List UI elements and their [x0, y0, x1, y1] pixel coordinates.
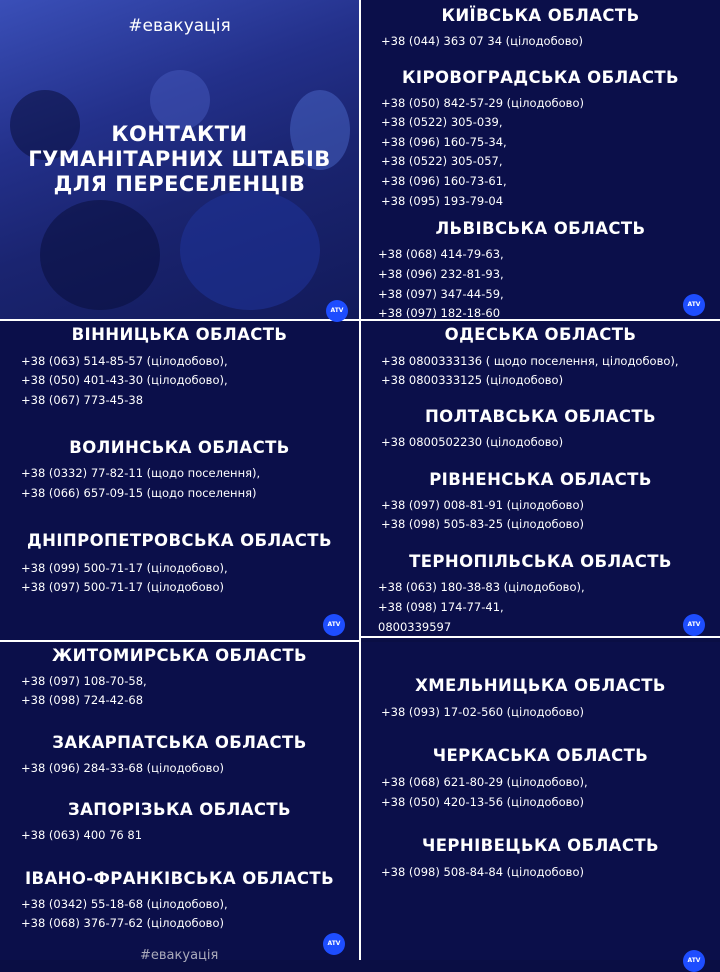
atv-logo-icon: ATV [323, 614, 345, 636]
region-lviv-heading: ЛЬВІВСЬКА ОБЛАСТЬ [435, 219, 646, 238]
region-ivano-phone: +38 (068) 376-77-62 (цілодобово) [21, 916, 224, 930]
region-zakarpattia-heading: ЗАКАРПАТСЬКА ОБЛАСТЬ [52, 733, 307, 752]
region-ternopil-phone: 0800339597 [378, 620, 452, 634]
region-zakarpattia-phone: +38 (096) 284-33-68 (цілодобово) [21, 761, 224, 775]
region-cherkasy-phone: +38 (050) 420-13-56 (цілодобово) [381, 795, 584, 809]
region-lviv-phone: +38 (096) 232-81-93, [378, 267, 504, 281]
region-vinnytsia-heading: ВІННИЦЬКА ОБЛАСТЬ [71, 325, 288, 344]
region-zaporizhzhia-heading: ЗАПОРІЗЬКА ОБЛАСТЬ [67, 800, 292, 819]
bottom-hashtag: #евакуація [140, 948, 219, 963]
region-lviv-phone: +38 (097) 182-18-60 [378, 306, 501, 320]
region-chernivtsi-phone: +38 (098) 508-84-84 (цілодобово) [381, 865, 584, 879]
region-vinnytsia-phone: +38 (063) 514-85-57 (цілодобово), [21, 354, 228, 368]
region-ternopil-phone: +38 (098) 174-77-41, [378, 600, 504, 614]
region-ternopil-heading: ТЕРНОПІЛЬСЬКА ОБЛАСТЬ [409, 552, 672, 571]
region-vinnytsia-phone: +38 (067) 773-45-38 [21, 393, 144, 407]
atv-logo-icon: ATV [683, 950, 705, 972]
region-lviv-phone: +38 (097) 347-44-59, [378, 287, 504, 301]
region-dnipro-phone: +38 (097) 500-71-17 (цілодобово) [21, 580, 224, 594]
region-kirovohrad-heading: КІРОВОГРАДСЬКА ОБЛАСТЬ [402, 68, 679, 87]
region-zhytomyr-heading: ЖИТОМИРСЬКА ОБЛАСТЬ [52, 646, 307, 665]
horizontal-divider [361, 636, 720, 638]
region-volyn-phone: +38 (0332) 77-82-11 (щодо поселення), [21, 466, 261, 480]
atv-logo-icon: ATV [683, 614, 705, 636]
horizontal-divider [0, 319, 720, 321]
region-odesa-heading: ОДЕСЬКА ОБЛАСТЬ [444, 325, 637, 344]
region-rivne-phone: +38 (097) 008-81-91 (цілодобово) [381, 498, 584, 512]
region-zaporizhzhia-phone: +38 (063) 400 76 81 [21, 828, 143, 842]
region-cherkasy-phone: +38 (068) 621-80-29 (цілодобово), [381, 775, 588, 789]
region-poltava-phone: +38 0800502230 (цілодобово) [381, 435, 564, 449]
region-khmelnytskyi-phone: +38 (093) 17-02-560 (цілодобово) [381, 705, 584, 719]
region-cherkasy-heading: ЧЕРКАСЬКА ОБЛАСТЬ [432, 746, 649, 765]
region-khmelnytskyi-heading: ХМЕЛЬНИЦЬКА ОБЛАСТЬ [415, 676, 666, 695]
atv-logo-icon: ATV [326, 300, 348, 322]
region-kyiv-phone: +38 (044) 363 07 34 (цілодобово) [381, 34, 583, 48]
region-kirovohrad-phone: +38 (0522) 305-039, [381, 115, 503, 129]
hero-image [0, 0, 359, 319]
region-odesa-phone: +38 0800333125 (цілодобово) [381, 373, 564, 387]
region-kirovohrad-phone: +38 (096) 160-73-61, [381, 174, 507, 188]
region-zhytomyr-phone: +38 (098) 724-42-68 [21, 693, 144, 707]
region-lviv-phone: +38 (068) 414-79-63, [378, 247, 504, 261]
region-volyn-heading: ВОЛИНСЬКА ОБЛАСТЬ [69, 438, 290, 457]
region-rivne-heading: РІВНЕНСЬКА ОБЛАСТЬ [429, 470, 652, 489]
atv-logo-icon: ATV [683, 294, 705, 316]
region-odesa-phone: +38 0800333136 ( щодо поселення, цілодобово), [381, 354, 679, 368]
page-title: КОНТАКТИ ГУМАНІТАРНИХ ШТАБІВ ДЛЯ ПЕРЕСЕЛЕНЦІВ [28, 122, 331, 196]
hashtag: #евакуація [128, 16, 231, 36]
region-zhytomyr-phone: +38 (097) 108-70-58, [21, 674, 147, 688]
region-kirovohrad-phone: +38 (095) 193-79-04 [381, 194, 504, 208]
region-kirovohrad-phone: +38 (0522) 305-057, [381, 154, 503, 168]
region-vinnytsia-phone: +38 (050) 401-43-30 (цілодобово), [21, 373, 228, 387]
region-kyiv-heading: КИЇВСЬКА ОБЛАСТЬ [441, 6, 640, 25]
region-kirovohrad-phone: +38 (096) 160-75-34, [381, 135, 507, 149]
atv-logo-icon: ATV [323, 933, 345, 955]
region-ivano-phone: +38 (0342) 55-18-68 (цілодобово), [21, 897, 228, 911]
region-poltava-heading: ПОЛТАВСЬКА ОБЛАСТЬ [424, 407, 657, 426]
region-dnipro-heading: ДНІПРОПЕТРОВСЬКА ОБЛАСТЬ [27, 531, 332, 550]
region-ternopil-phone: +38 (063) 180-38-83 (цілодобово), [378, 580, 585, 594]
region-chernivtsi-heading: ЧЕРНІВЕЦЬКА ОБЛАСТЬ [422, 836, 659, 855]
region-kirovohrad-phone: +38 (050) 842-57-29 (цілодобово) [381, 96, 584, 110]
region-rivne-phone: +38 (098) 505-83-25 (цілодобово) [381, 517, 584, 531]
horizontal-divider [0, 640, 359, 642]
region-ivano-heading: ІВАНО-ФРАНКІВСЬКА ОБЛАСТЬ [24, 869, 335, 888]
region-dnipro-phone: +38 (099) 500-71-17 (цілодобово), [21, 561, 228, 575]
region-volyn-phone: +38 (066) 657-09-15 (щодо поселення) [21, 486, 257, 500]
